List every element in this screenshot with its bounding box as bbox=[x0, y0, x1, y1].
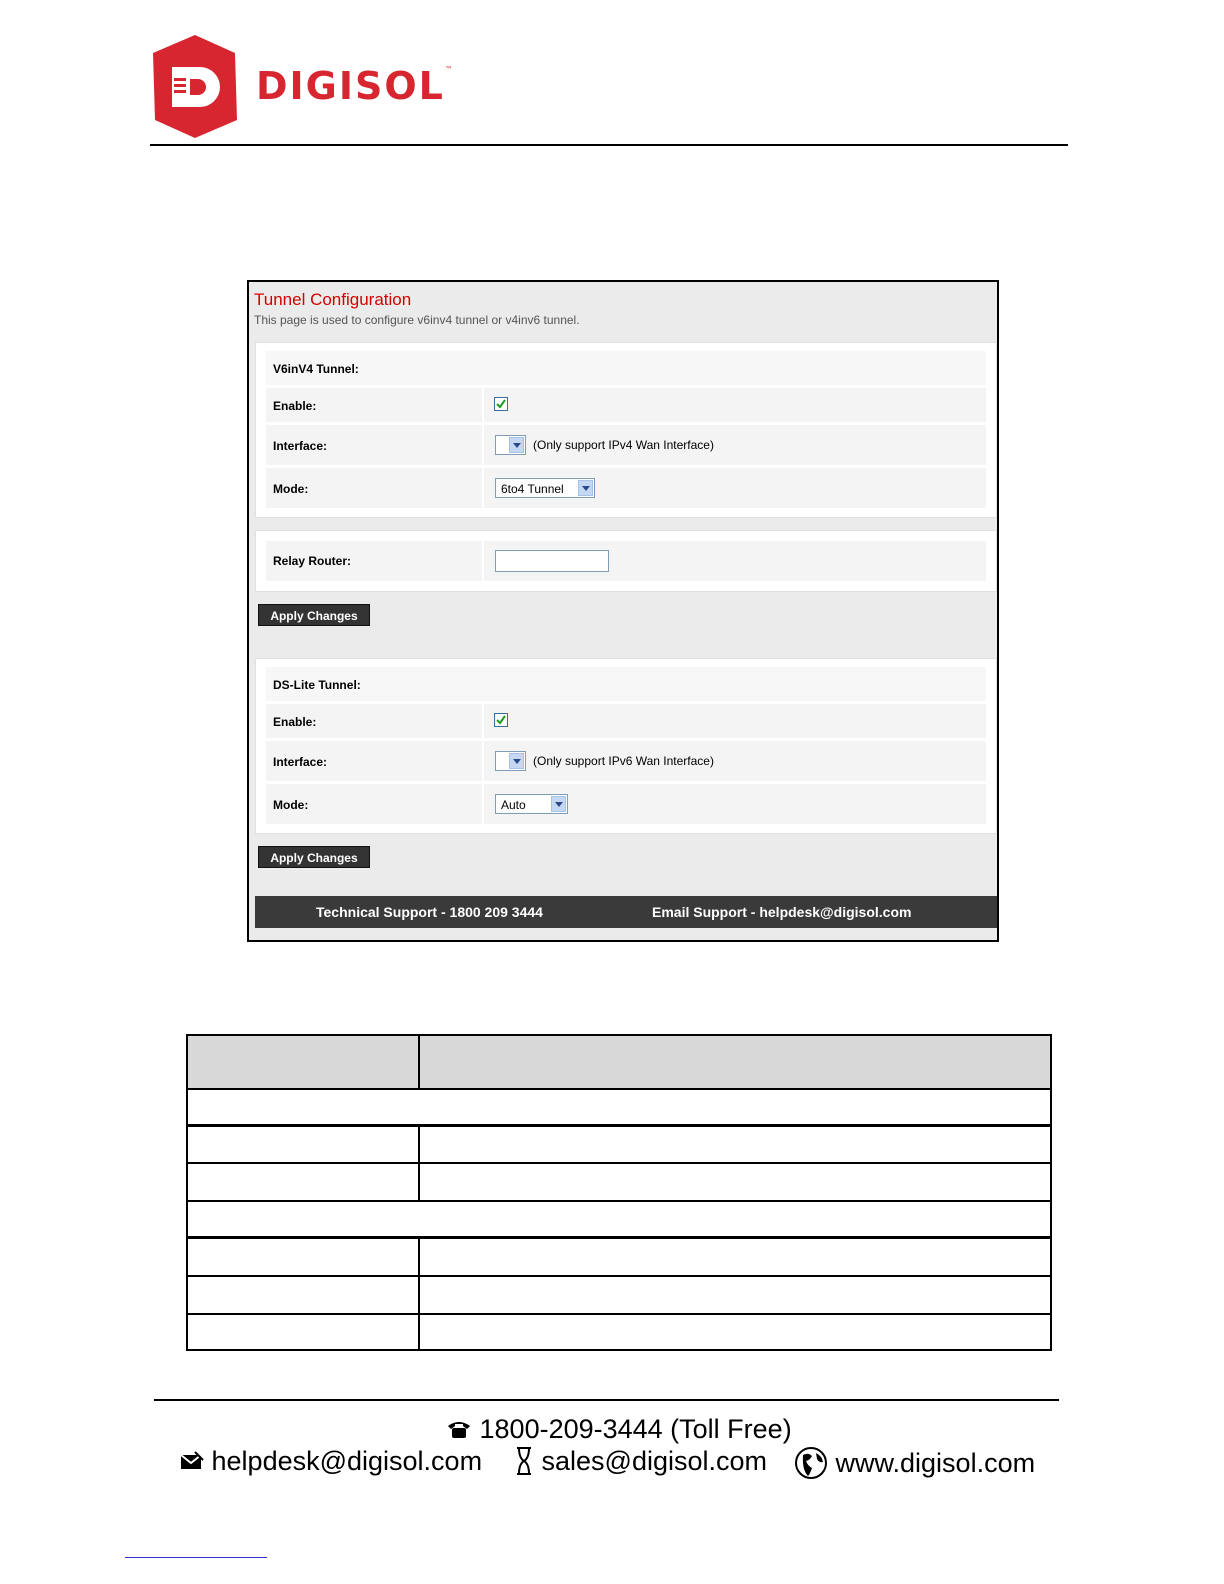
chevron-down-icon bbox=[509, 437, 524, 453]
footer-sales bbox=[514, 1446, 767, 1477]
footer-website-text: www.digisol.com bbox=[835, 1448, 1036, 1478]
footer-phone bbox=[446, 1414, 792, 1445]
dslite-header-row bbox=[266, 667, 986, 701]
chevron-down-icon bbox=[578, 480, 593, 496]
relay-router-label: Relay Router: bbox=[273, 554, 352, 568]
dslite-mode-select[interactable]: Auto bbox=[495, 794, 568, 814]
v6inv4-mode-row bbox=[266, 468, 986, 508]
dslite-interface-select[interactable] bbox=[495, 751, 526, 771]
description-table bbox=[186, 1034, 1052, 1351]
v6inv4-enable-checkbox[interactable] bbox=[494, 397, 508, 411]
v6inv4-interface-label: Interface: bbox=[273, 439, 328, 453]
tunnel-configuration-screenshot bbox=[247, 280, 999, 942]
footer-helpdesk bbox=[180, 1446, 482, 1477]
v6inv4-section bbox=[255, 342, 997, 518]
support-bar bbox=[255, 896, 997, 928]
v6inv4-interface-row bbox=[266, 425, 986, 465]
digisol-logo bbox=[152, 32, 462, 142]
brand-tm: ™ bbox=[445, 65, 453, 74]
page-description: This page is used to configure v6inv4 tunnel or v4inv6 tunnel. bbox=[254, 313, 580, 327]
chevron-down-icon bbox=[551, 796, 566, 812]
technical-support-text: Technical Support - 1800 209 3444 bbox=[316, 904, 543, 920]
footer-divider bbox=[154, 1399, 1059, 1401]
email-support-text: Email Support - helpdesk@digisol.com bbox=[652, 904, 912, 920]
dslite-section bbox=[255, 658, 997, 834]
v6inv4-enable-label: Enable: bbox=[273, 399, 317, 413]
footer-phone-text: 1800-209-3444 (Toll Free) bbox=[479, 1414, 792, 1444]
dslite-interface-note: (Only support IPv6 Wan Interface) bbox=[533, 754, 714, 768]
dslite-enable-label: Enable: bbox=[273, 715, 317, 729]
chevron-down-icon bbox=[509, 753, 524, 769]
footer-website bbox=[794, 1446, 1035, 1480]
checkmark-icon bbox=[496, 715, 506, 725]
checkmark-icon bbox=[496, 399, 506, 409]
telephone-icon bbox=[446, 1418, 472, 1440]
logo-hexagon-icon bbox=[153, 35, 237, 138]
v6inv4-mode-label: Mode: bbox=[273, 482, 309, 496]
dslite-header: DS-Lite Tunnel: bbox=[273, 678, 361, 692]
dslite-mode-label: Mode: bbox=[273, 798, 309, 812]
bottom-link-underline bbox=[125, 1557, 267, 1558]
relay-router-section bbox=[255, 530, 997, 592]
apply-changes-button-2[interactable]: Apply Changes bbox=[258, 846, 370, 868]
dslite-mode-row bbox=[266, 784, 986, 824]
dslite-interface-row bbox=[266, 741, 986, 781]
relay-router-input[interactable] bbox=[495, 550, 609, 572]
v6inv4-mode-select[interactable]: 6to4 Tunnel bbox=[495, 478, 595, 498]
footer-sales-text: sales@digisol.com bbox=[541, 1446, 768, 1476]
v6inv4-header: V6inV4 Tunnel: bbox=[273, 362, 359, 376]
v6inv4-interface-note: (Only support IPv4 Wan Interface) bbox=[533, 438, 714, 452]
dslite-enable-checkbox[interactable] bbox=[494, 713, 508, 727]
dslite-interface-label: Interface: bbox=[273, 755, 328, 769]
v6inv4-interface-select[interactable] bbox=[495, 435, 526, 455]
table-header-row bbox=[188, 1036, 1050, 1088]
v6inv4-header-row bbox=[266, 351, 986, 385]
v6inv4-enable-row bbox=[266, 388, 986, 422]
globe-icon bbox=[794, 1446, 828, 1480]
page-title: Tunnel Configuration bbox=[254, 290, 412, 309]
relay-router-row bbox=[266, 541, 986, 581]
header-divider bbox=[150, 144, 1068, 146]
footer-helpdesk-text: helpdesk@digisol.com bbox=[211, 1446, 483, 1476]
mail-icon bbox=[180, 1451, 204, 1471]
dslite-enable-row bbox=[266, 704, 986, 738]
hourglass-icon bbox=[514, 1446, 534, 1476]
brand-name: DIGISOL bbox=[256, 64, 445, 108]
apply-changes-button[interactable]: Apply Changes bbox=[258, 604, 370, 626]
